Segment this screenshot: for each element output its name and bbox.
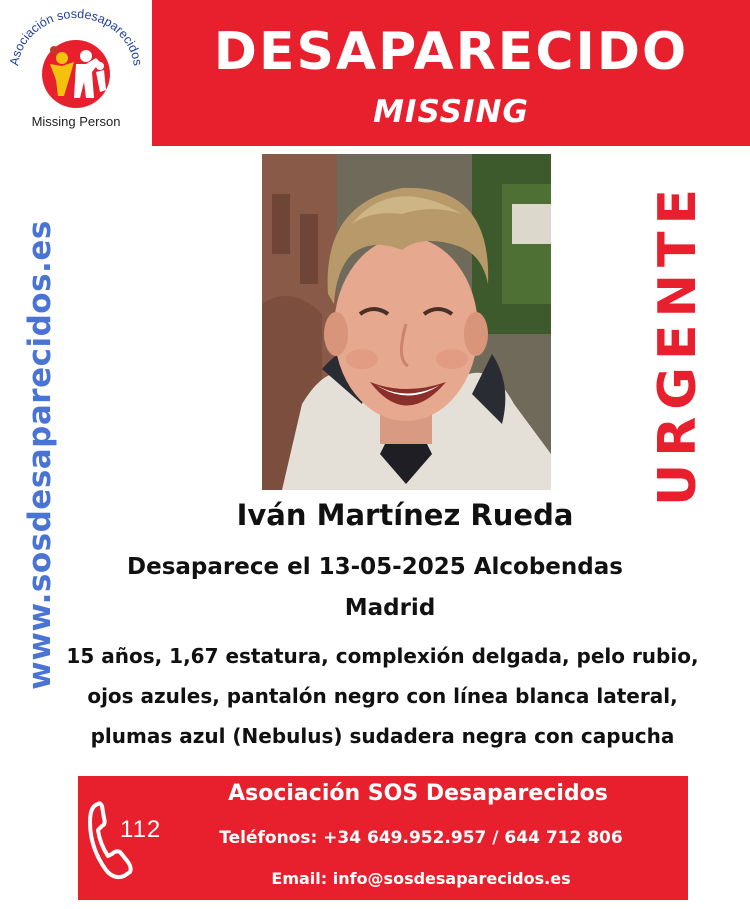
description-line: ojos azules, pantalón negro con línea blanca lateral, xyxy=(87,684,678,708)
header-title: DESAPARECIDO xyxy=(213,22,689,82)
missing-date-location: Desaparece el 13-05-2025 Alcobendas xyxy=(127,554,623,580)
description-line: 15 años, 1,67 estatura, complexión delgada, pelo rubio, xyxy=(66,644,699,668)
contact-box xyxy=(78,776,688,900)
website-link[interactable]: www.sosdesaparecidos.es xyxy=(22,220,58,690)
contact-email[interactable]: Email: info@sosdesaparecidos.es xyxy=(271,869,571,888)
emergency-number[interactable]: 112 xyxy=(120,816,162,843)
urgent-label: URGENTE xyxy=(648,182,708,506)
header-banner xyxy=(152,0,750,146)
header-subtitle: MISSING xyxy=(373,94,529,130)
person-photo xyxy=(262,154,551,490)
description-line: plumas azul (Nebulus) sudadera negra con capucha xyxy=(90,724,675,748)
logo-caption: Missing Person xyxy=(31,114,121,129)
logo-emblem-icon xyxy=(0,0,152,114)
contact-phones[interactable]: Teléfonos: +34 649.952.957 / 644 712 806 xyxy=(219,828,623,848)
organization-logo xyxy=(0,0,152,145)
person-name: Iván Martínez Rueda xyxy=(236,498,574,532)
missing-region: Madrid xyxy=(344,595,436,621)
logo-arc-text: Asociación sosdesaparecidos xyxy=(7,6,145,67)
organization-name: Asociación SOS Desaparecidos xyxy=(228,781,608,806)
